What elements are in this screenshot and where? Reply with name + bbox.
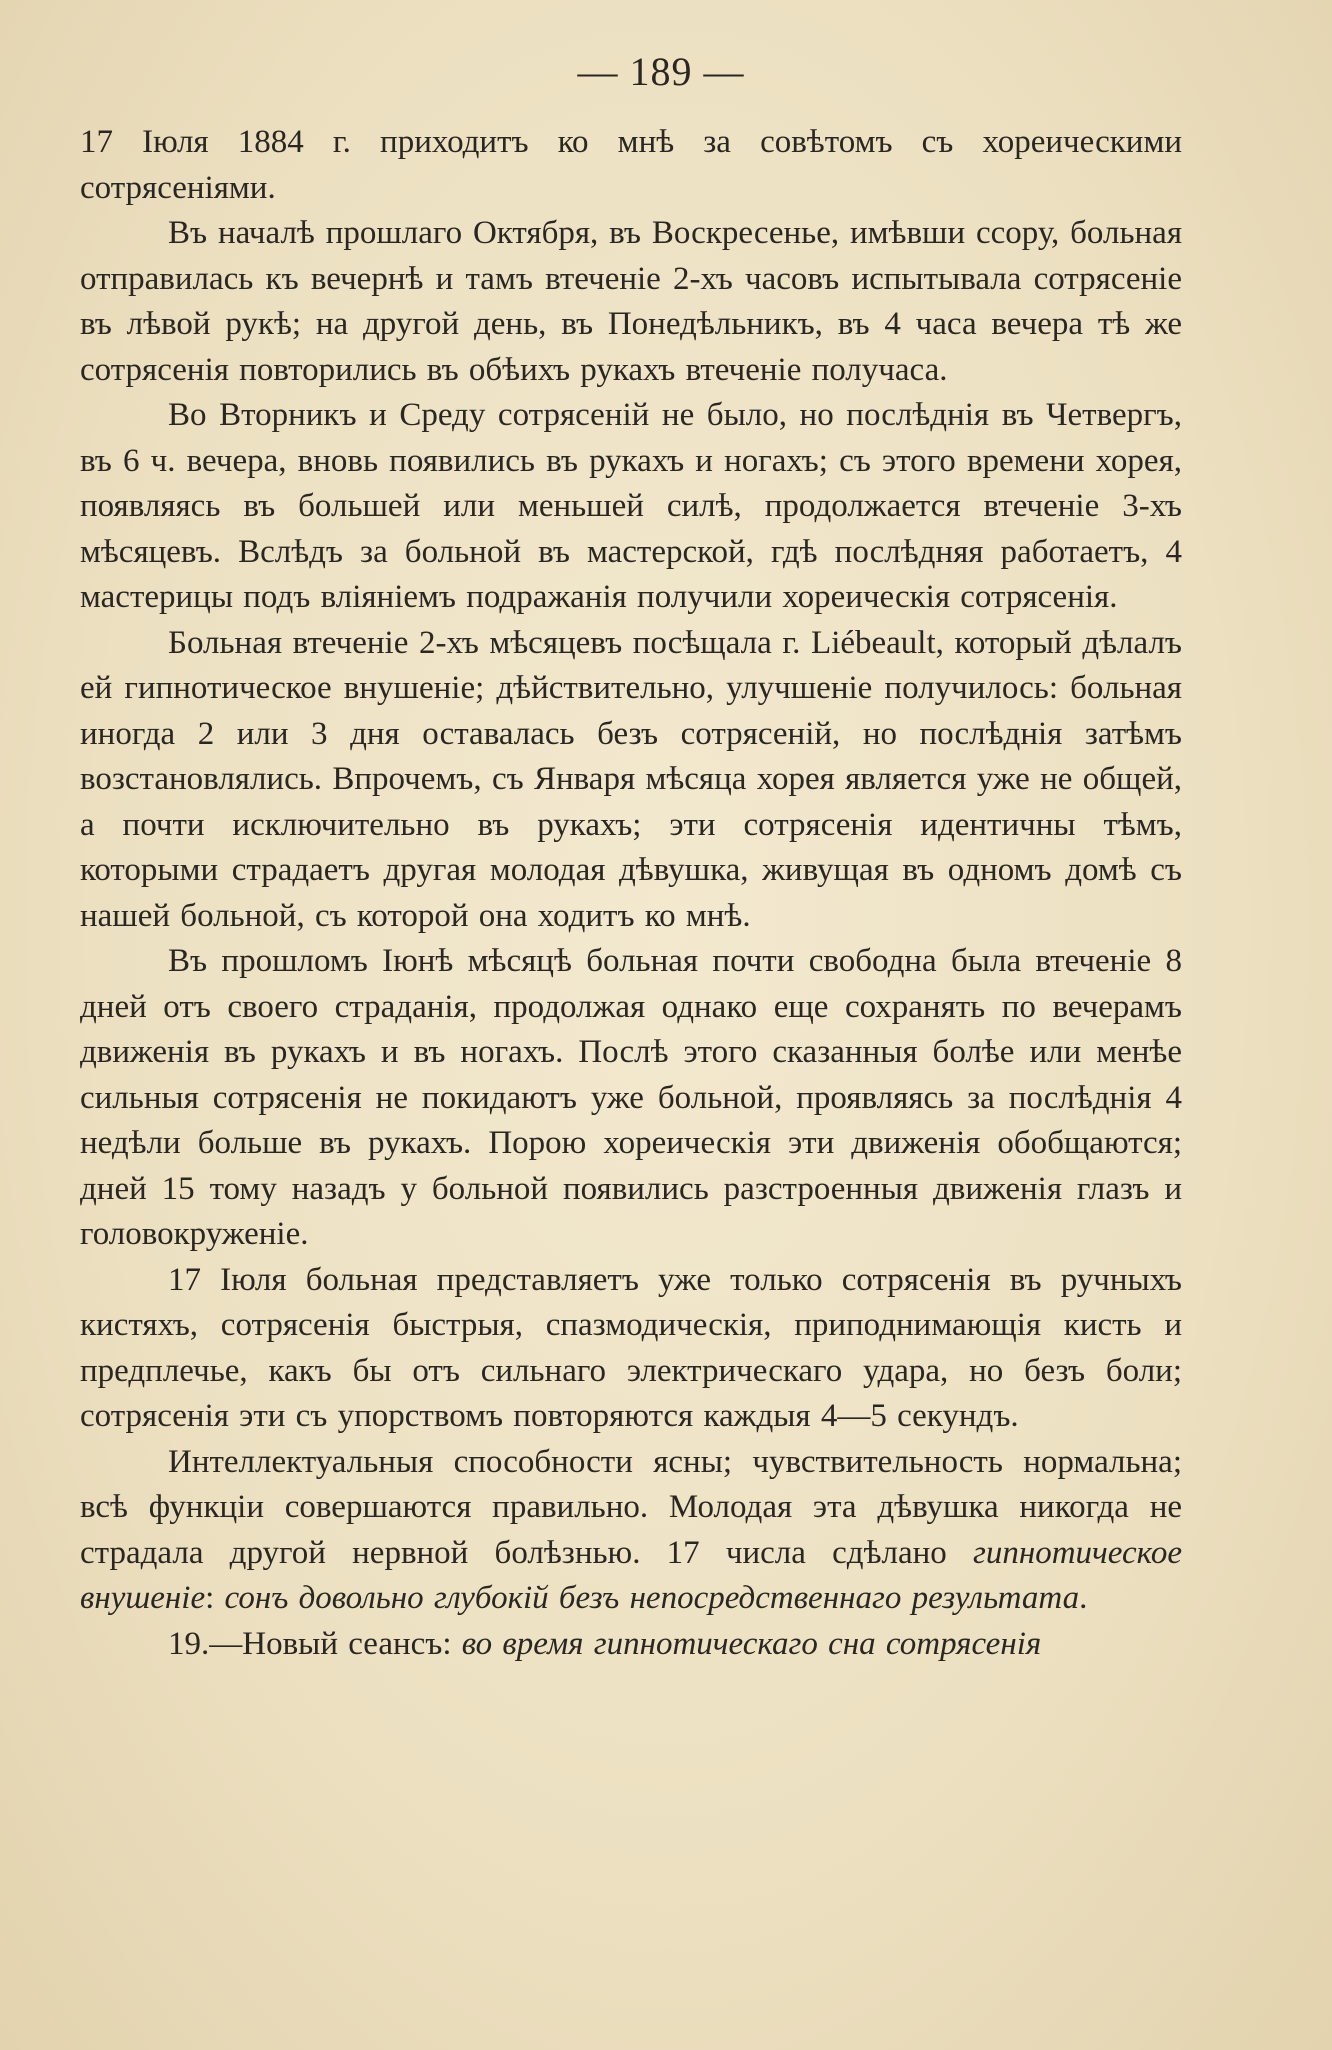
paragraph-1: 17 Іюля 1884 г. приходитъ ко мнѣ за совѣтомъ съ хореическими сотрясеніями. <box>80 124 1182 206</box>
paragraph-8-italic: во время гипнотическаго сна сотрясенія <box>461 1625 1042 1662</box>
paragraph-7-text: Интеллектуальныя способности ясны; чувствительность нормальна; всѣ функціи совершаются правильно. Молодая эта дѣвушка никогда не страдала другой нервной болѣзнью. 17 числа сдѣлано <box>80 1443 1182 1571</box>
paragraph-7-colon: : <box>205 1580 225 1616</box>
paragraph-3: Во Вторникъ и Среду сотрясеній не было, но послѣднія въ Четвергъ, въ 6 ч. вечера, вновь появились въ рукахъ и ногахъ; съ этого времени хорея, появляясь въ большей или меньшей силѣ, продолжается втеченіе 3-хъ мѣсяцевъ. Вслѣдъ за больной въ мастерской, гдѣ послѣдняя работаетъ, 4 мастерицы подъ вліяніемъ подражанія получили хореическія сотрясенія. <box>80 397 1182 615</box>
paragraph-7-italic-1: гипнотическое внушеніе <box>80 1534 1182 1616</box>
paragraph-6: 17 Іюля больная представляетъ уже только сотрясенія въ ручныхъ кистяхъ, сотрясенія быстрыя, спазмодическія, приподнимающія кисть и предплечье, какъ бы отъ сильнаго электрическаго удара, но безъ боли; сотрясенія эти съ упорствомъ повторяются каждыя 4—5 секундъ. <box>80 1261 1182 1434</box>
paragraph-8 <box>80 1622 1182 1668</box>
page-number: — 189 — <box>577 49 745 94</box>
paragraph-2: Въ началѣ прошлаго Октября, въ Воскресенье, имѣвши ссору, больная отправилась къ вечернѣ и тамъ втеченіе 2-хъ часовъ испытывала сотрясеніе въ лѣвой рукѣ; на другой день, въ Понедѣльникъ, въ 4 часа вечера тѣ же сотрясенія повторились въ обѣихъ рукахъ втеченіе получаса. <box>80 215 1182 388</box>
paragraph-7-italic-2: сонъ довольно глубокій безъ непосредственнаго результата <box>224 1580 1080 1616</box>
paragraph-5: Въ прошломъ Іюнѣ мѣсяцѣ больная почти свободна была втеченіе 8 дней отъ своего страданія, продолжая однако еще сохранять по вечерамъ движенія въ рукахъ и въ ногахъ. Послѣ этого сказанныя болѣе или менѣе сильныя сотрясенія не покидаютъ уже больной, проявляясь за послѣднія 4 недѣли больше въ рукахъ. Порою хореическія эти движенія обобщаются; дней 15 тому назадъ у больной появились разстроенныя движенія глазъ и головокруженіе. <box>80 943 1182 1252</box>
paragraph-7-end: . <box>1079 1580 1088 1616</box>
paragraph-8-text: 19.—Новый сеансъ: <box>168 1625 462 1662</box>
paragraph-4: Больная втеченіе 2-хъ мѣсяцевъ посѣщала г. Liébeault, который дѣлалъ ей гипнотическое внушеніе; дѣйствительно, улучшеніе получилось: больная иногда 2 или 3 дня оставалась безъ сотрясеній, но послѣднія затѣмъ возстановлялись. Впрочемъ, съ Января мѣсяца хорея является уже не общей, а почти исключительно въ рукахъ; эти сотрясенія идентичны тѣмъ, которыми страдаетъ другая молодая дѣвушка, живущая въ одномъ домѣ съ нашей больной, съ которой она ходитъ ко мнѣ. <box>80 624 1182 934</box>
paragraph-7 <box>80 1440 1182 1622</box>
